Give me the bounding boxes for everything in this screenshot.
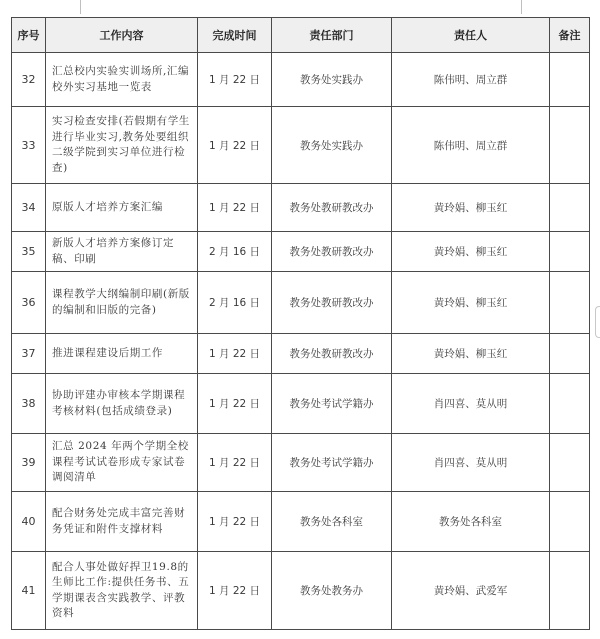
- work-schedule-table: [11, 17, 590, 630]
- cell-content: 课程教学大纲编制印刷(新版的编制和旧版的完备): [46, 272, 198, 334]
- header-content: 工作内容: [46, 18, 198, 53]
- cell-deadline: 1 月 22 日: [198, 184, 272, 232]
- cell-content: 汇总 2024 年两个学期全校课程考试试卷形成专家试卷调阅清单: [46, 434, 198, 492]
- cell-seq: 35: [12, 232, 46, 272]
- cell-person: 黄玲娟、柳玉红: [392, 334, 550, 374]
- table-row: [12, 492, 590, 552]
- cell-department: 教务处实践办: [272, 107, 392, 184]
- table-header-row: [12, 18, 590, 53]
- cell-content: 新版人才培养方案修订定稿、印刷: [46, 232, 198, 272]
- cell-content: 协助评建办审核本学期课程考核材料(包括成绩登录): [46, 374, 198, 434]
- cell-deadline: 1 月 22 日: [198, 334, 272, 374]
- cell-deadline: 2 月 16 日: [198, 272, 272, 334]
- cell-remarks: [550, 184, 590, 232]
- margin-mark-left: [80, 0, 81, 14]
- cell-seq: 32: [12, 53, 46, 107]
- cell-person: 陈伟明、周立群: [392, 53, 550, 107]
- cell-remarks: [550, 53, 590, 107]
- table-row: [12, 334, 590, 374]
- cell-deadline: 2 月 16 日: [198, 232, 272, 272]
- cell-person: 黄玲娟、柳玉红: [392, 232, 550, 272]
- cell-department: 教务处教研教改办: [272, 184, 392, 232]
- cell-seq: 40: [12, 492, 46, 552]
- cell-deadline: 1 月 22 日: [198, 434, 272, 492]
- cell-department: 教务处实践办: [272, 53, 392, 107]
- table-row: [12, 272, 590, 334]
- cell-person: 肖四喜、莫从明: [392, 374, 550, 434]
- cell-person: 肖四喜、莫从明: [392, 434, 550, 492]
- cell-deadline: 1 月 22 日: [198, 552, 272, 630]
- cell-department: 教务处考试学籍办: [272, 434, 392, 492]
- cell-department: 教务处教务办: [272, 552, 392, 630]
- cell-remarks: [550, 334, 590, 374]
- table-row: [12, 374, 590, 434]
- cell-remarks: [550, 232, 590, 272]
- cell-department: 教务处教研教改办: [272, 232, 392, 272]
- table-row: [12, 232, 590, 272]
- cell-seq: 39: [12, 434, 46, 492]
- cell-content: 实习检查安排(若假期有学生进行毕业实习,教务处要组织二级学院到实习单位进行检查): [46, 107, 198, 184]
- cell-remarks: [550, 107, 590, 184]
- cell-department: 教务处各科室: [272, 492, 392, 552]
- table-row: [12, 107, 590, 184]
- cell-content: 配合人事处做好捍卫19.8的生师比工作:提供任务书、五学期课表含实践教学、评教资料: [46, 552, 198, 630]
- cell-deadline: 1 月 22 日: [198, 374, 272, 434]
- cell-content: 原版人才培养方案汇编: [46, 184, 198, 232]
- cell-remarks: [550, 434, 590, 492]
- header-seq: 序号: [12, 18, 46, 53]
- cell-seq: 37: [12, 334, 46, 374]
- cell-seq: 41: [12, 552, 46, 630]
- header-person: 责任人: [392, 18, 550, 53]
- cell-remarks: [550, 374, 590, 434]
- cell-seq: 36: [12, 272, 46, 334]
- table-row: [12, 53, 590, 107]
- side-scroll-tab[interactable]: [595, 306, 600, 338]
- cell-seq: 38: [12, 374, 46, 434]
- table-row: [12, 184, 590, 232]
- cell-seq: 33: [12, 107, 46, 184]
- cell-person: 陈伟明、周立群: [392, 107, 550, 184]
- cell-department: 教务处考试学籍办: [272, 374, 392, 434]
- cell-person: 黄玲娟、柳玉红: [392, 272, 550, 334]
- cell-remarks: [550, 272, 590, 334]
- cell-person: 教务处各科室: [392, 492, 550, 552]
- cell-person: 黄玲娟、柳玉红: [392, 184, 550, 232]
- cell-remarks: [550, 492, 590, 552]
- table-row: [12, 552, 590, 630]
- header-remarks: 备注: [550, 18, 590, 53]
- header-department: 责任部门: [272, 18, 392, 53]
- table-row: [12, 434, 590, 492]
- cell-remarks: [550, 552, 590, 630]
- cell-department: 教务处教研教改办: [272, 334, 392, 374]
- cell-deadline: 1 月 22 日: [198, 53, 272, 107]
- cell-person: 黄玲娟、武爱军: [392, 552, 550, 630]
- margin-mark-right: [521, 0, 522, 14]
- cell-content: 配合财务处完成丰富完善财务凭证和附件支撑材料: [46, 492, 198, 552]
- cell-deadline: 1 月 22 日: [198, 492, 272, 552]
- cell-content: 汇总校内实验实训场所,汇编校外实习基地一览表: [46, 53, 198, 107]
- cell-department: 教务处教研教改办: [272, 272, 392, 334]
- header-deadline: 完成时间: [198, 18, 272, 53]
- cell-deadline: 1 月 22 日: [198, 107, 272, 184]
- cell-content: 推进课程建设后期工作: [46, 334, 198, 374]
- cell-seq: 34: [12, 184, 46, 232]
